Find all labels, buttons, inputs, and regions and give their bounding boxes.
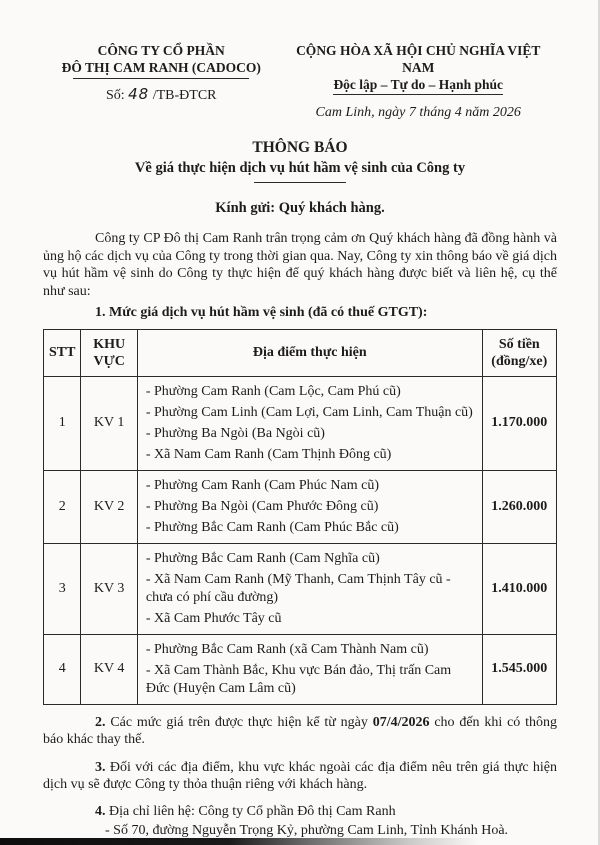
paragraph-2-number: 2. <box>95 714 106 730</box>
cell-price: 1.410.000 <box>482 543 556 634</box>
paragraph-2 <box>43 714 557 749</box>
paragraph-4-text: Địa chỉ liên hệ: Công ty Cổ phần Đô thị Cam Ranh <box>105 803 396 819</box>
document-header <box>43 42 557 122</box>
cell-zone: KV 3 <box>81 543 137 634</box>
location-line: - Phường Ba Ngòi (Cam Phước Đông cũ) <box>145 498 379 514</box>
cell-locations <box>137 470 482 543</box>
cell-locations <box>137 543 482 634</box>
document-number-value: 48 <box>128 85 150 103</box>
location-line: - Phường Cam Linh (Cam Lợi, Cam Linh, Cam Thuận cũ) <box>145 404 473 420</box>
place-date: Cam Linh, ngày 7 tháng 4 năm 2026 <box>315 105 521 120</box>
document-number-label: Số: <box>105 88 125 103</box>
location-line: - Phường Cam Ranh (Cam Phúc Nam cũ) <box>145 477 379 493</box>
scan-artifact-bar <box>0 838 600 845</box>
effective-date: 07/4/2026 <box>372 714 430 730</box>
table-header-row <box>44 329 557 376</box>
location-line: - Xã Nam Cam Ranh (Mỹ Thanh, Cam Thịnh Tây cũ - chưa có phí cầu đường) <box>145 571 451 605</box>
header-stt: STT <box>44 329 81 376</box>
location-line: - Xã Cam Phước Tây cũ <box>145 610 282 626</box>
paragraph-2-text-before: Các mức giá trên được thực hiện kể từ ngày <box>105 714 373 730</box>
header-price <box>482 329 556 376</box>
cell-zone: KV 2 <box>81 470 137 543</box>
contact-address: - Số 70, đường Nguyễn Trọng Kỷ, phường Cam Linh, Tỉnh Khánh Hoà. <box>105 823 509 838</box>
cell-price: 1.260.000 <box>482 470 556 543</box>
location-line: - Phường Bắc Cam Ranh (Cam Phúc Bắc cũ) <box>145 519 399 535</box>
title-underline <box>254 182 346 183</box>
paragraph-2-text-after: cho đến khi có thông báo khác thay thế. <box>43 714 558 747</box>
company-underline <box>73 78 249 79</box>
location-line: - Xã Cam Thành Bắc, Khu vực Bán đảo, Thị trấn Cam Đức (Huyện Cam Lâm cũ) <box>145 662 452 696</box>
table-row <box>44 543 557 634</box>
cell-price: 1.545.000 <box>482 634 556 704</box>
intro-paragraph: Công ty CP Đô thị Cam Ranh trân trọng cảm ơn Quý khách hàng đã đồng hành và ủng hộ các dịch vụ của Công ty trong thời gian qua. Nay, Công ty xin thông báo về giá dịch vụ hút hầm vệ sinh do Công ty thực hiện để quý khách hàng được biết và liên hệ, cụ thể như sau: <box>43 231 557 299</box>
document-subtitle: Về giá thực hiện dịch vụ hút hầm vệ sinh của Công ty <box>134 159 466 176</box>
republic-block <box>279 42 557 122</box>
header-price-line1: Số tiền <box>498 336 540 352</box>
cell-stt: 4 <box>44 634 81 704</box>
republic-motto: Độc lập – Tự do – Hạnh phúc <box>333 76 503 95</box>
company-name-line1: CÔNG TY CỔ PHẦN <box>97 43 225 58</box>
paragraph-3-number: 3. <box>95 759 106 775</box>
location-line: - Phường Cam Ranh (Cam Lộc, Cam Phú cũ) <box>145 383 401 399</box>
document-number <box>43 86 279 105</box>
cell-price: 1.170.000 <box>482 376 556 470</box>
paragraph-4-number: 4. <box>95 803 106 819</box>
document-number-suffix: /TB-ĐTCR <box>152 88 217 103</box>
paragraph-3 <box>43 759 557 794</box>
paragraph-3-text: Đối với các địa điểm, khu vực khác ngoài các địa điểm nêu trên giá thực hiện dịch vụ sẽ được Công ty thỏa thuận riêng với khách hàng. <box>43 759 557 792</box>
price-table <box>43 329 557 705</box>
company-block <box>43 42 279 122</box>
header-location: Địa điểm thực hiện <box>137 329 482 376</box>
table-row <box>44 470 557 543</box>
location-line: - Xã Nam Cam Ranh (Cam Thịnh Đông cũ) <box>145 446 392 462</box>
republic-name: CỘNG HÒA XÃ HỘI CHỦ NGHĨA VIỆT NAM <box>296 43 541 75</box>
cell-locations <box>137 376 482 470</box>
cell-zone: KV 1 <box>81 376 137 470</box>
header-price-line2: (đồng/xe) <box>491 353 548 369</box>
cell-stt: 1 <box>44 376 81 470</box>
paragraph-4 <box>43 803 557 821</box>
cell-locations <box>137 634 482 704</box>
title-block <box>43 138 557 183</box>
cell-zone: KV 4 <box>81 634 137 704</box>
company-name-line2: ĐÔ THỊ CAM RANH (CADOCO) <box>61 60 261 75</box>
cell-stt: 3 <box>44 543 81 634</box>
location-line: - Phường Ba Ngòi (Ba Ngòi cũ) <box>145 425 325 441</box>
table-row <box>44 376 557 470</box>
cell-stt: 2 <box>44 470 81 543</box>
salutation: Kính gửi: Quý khách hàng. <box>215 199 385 216</box>
header-zone: KHU VỰC <box>81 329 137 376</box>
table-row <box>44 634 557 704</box>
location-line: - Phường Bắc Cam Ranh (xã Cam Thành Nam cũ) <box>145 641 429 657</box>
location-line: - Phường Bắc Cam Ranh (Cam Nghĩa cũ) <box>145 550 380 566</box>
section1-heading: 1. Mức giá dịch vụ hút hầm vệ sinh (đã có thuế GTGT): <box>95 305 428 320</box>
document-title: THÔNG BÁO <box>252 138 348 156</box>
